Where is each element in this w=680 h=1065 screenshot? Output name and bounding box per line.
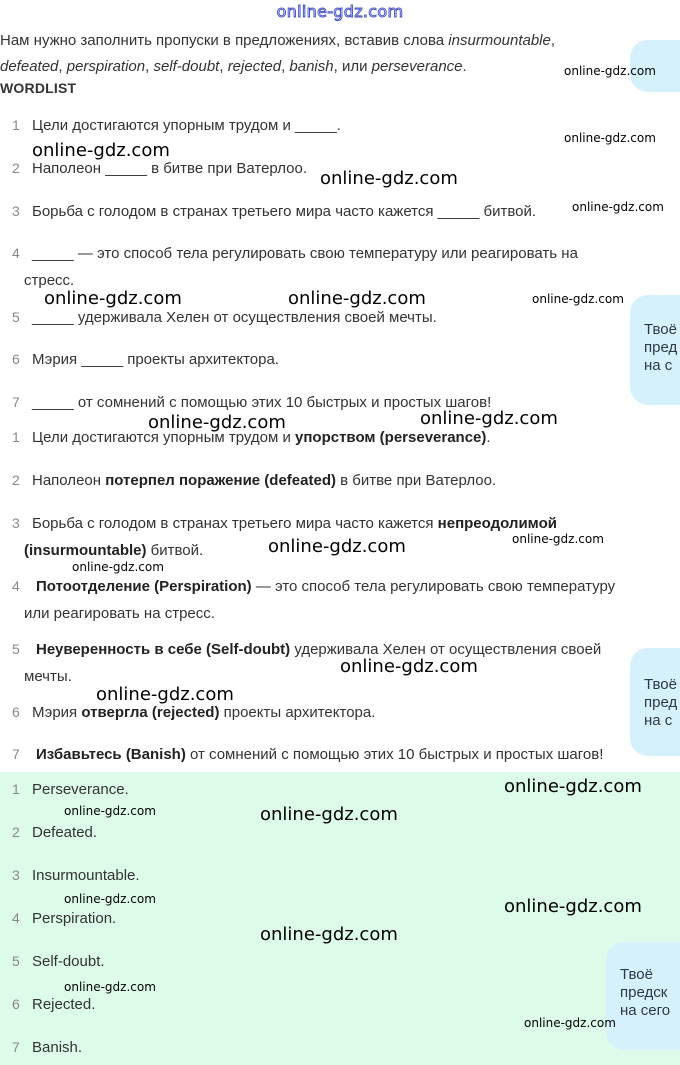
watermark: online-gdz.com <box>288 288 426 309</box>
watermark: online-gdz.com <box>524 1016 616 1030</box>
watermark: online-gdz.com <box>564 131 656 145</box>
watermark: online-gdz.com <box>564 64 656 78</box>
watermark: online-gdz.com <box>532 292 624 306</box>
watermark: online-gdz.com <box>96 684 234 705</box>
watermark: online-gdz.com <box>64 980 156 994</box>
watermark: online-gdz.com <box>148 412 286 433</box>
watermark: online-gdz.com <box>64 804 156 818</box>
watermark: online-gdz.com <box>72 560 164 574</box>
watermark: online-gdz.com <box>260 924 398 945</box>
watermark: online-gdz.com <box>340 656 478 677</box>
watermark: online-gdz.com <box>572 200 664 214</box>
site-header[interactable]: online-gdz.com <box>276 2 404 21</box>
watermark: online-gdz.com <box>64 892 156 906</box>
watermark: online-gdz.com <box>44 288 182 309</box>
assistant-bubble[interactable]: Твоё предск на сего <box>606 942 680 1050</box>
watermark: online-gdz.com <box>512 532 604 546</box>
watermark: online-gdz.com <box>260 804 398 825</box>
watermark: online-gdz.com <box>504 776 642 797</box>
watermark: online-gdz.com <box>420 408 558 429</box>
watermark: online-gdz.com <box>504 896 642 917</box>
intro-text: Нам нужно заполнить пропуски в предложениях, вставив слова insurmountable, defeated, perspiration, self-doubt, rejected, banish, или perseverance. <box>0 32 556 75</box>
wordlist-title: WORDLIST <box>0 80 77 96</box>
watermark: online-gdz.com <box>32 140 170 161</box>
watermark: online-gdz.com <box>320 168 458 189</box>
watermark: online-gdz.com <box>268 536 406 557</box>
assistant-bubble[interactable]: Твоё пред на с <box>630 295 680 405</box>
assistant-bubble[interactable]: Твоё пред на с <box>630 648 680 756</box>
